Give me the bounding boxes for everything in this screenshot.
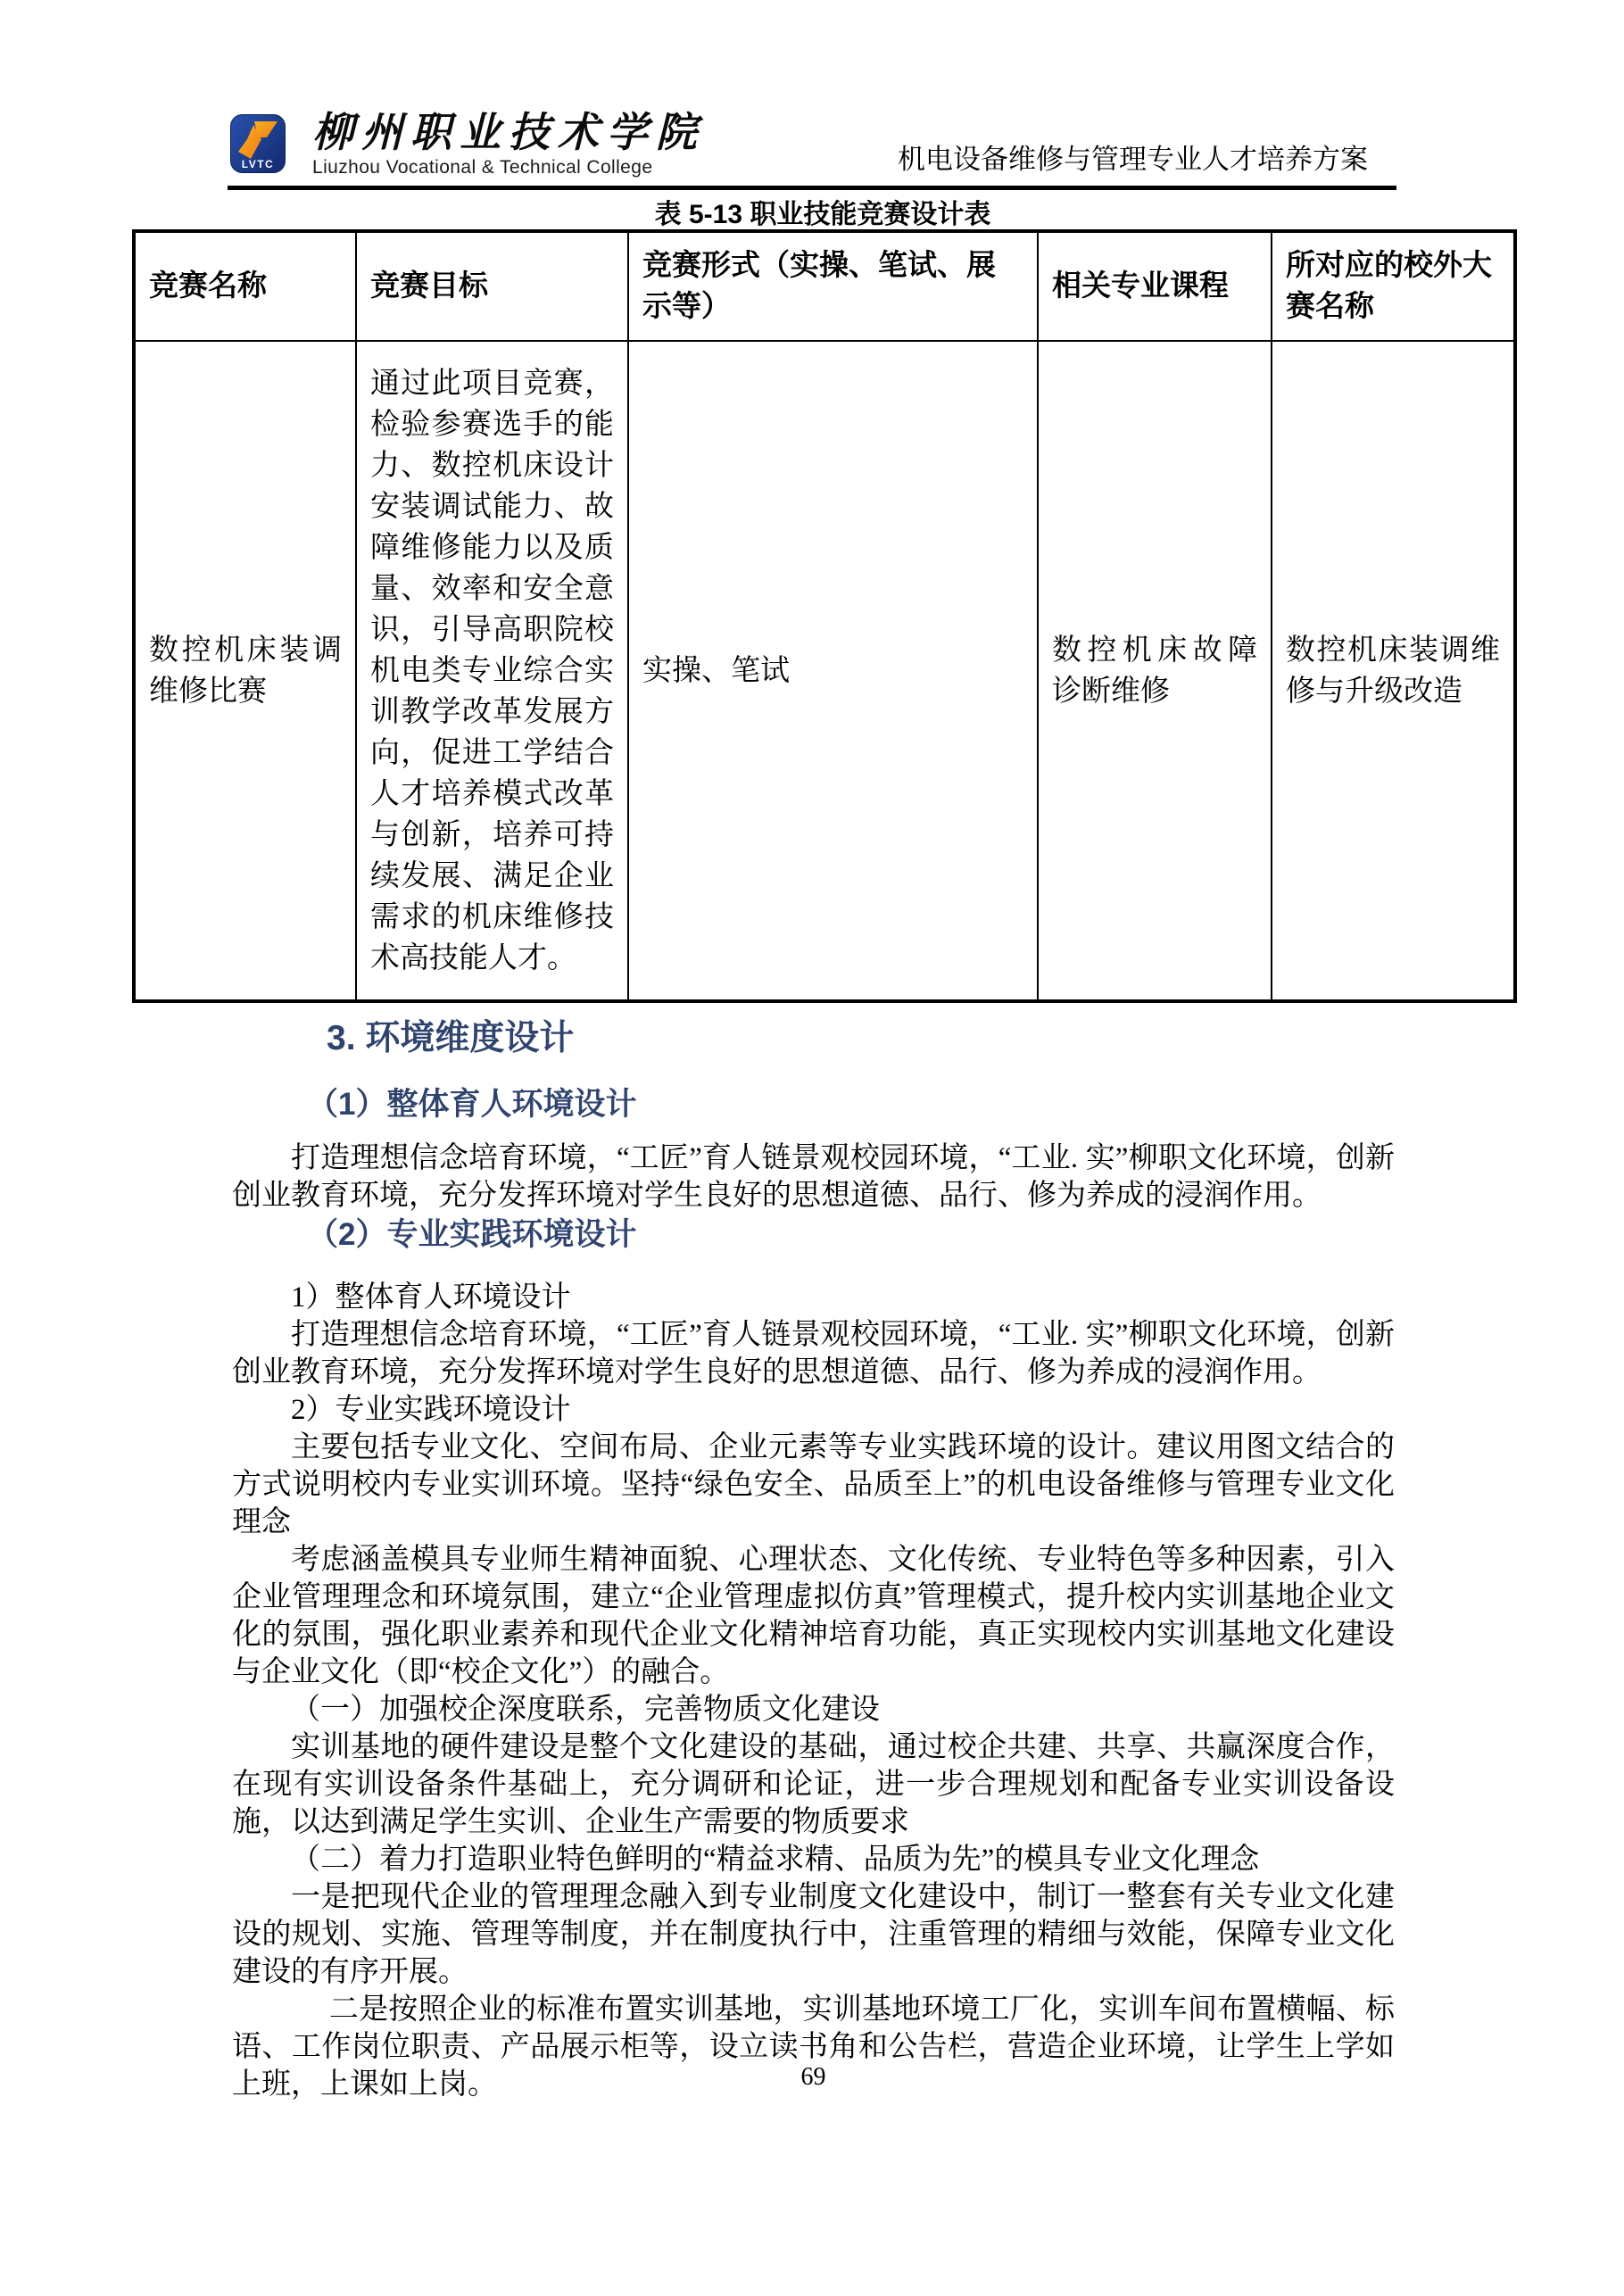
paragraph-overall-env: 打造理想信念培育环境，“工匠”育人链景观校园环境，“工业. 实”柳职文化环境，创新创业教育环境，充分发挥环境对学生良好的思想道德、品行、修为养成的浸润作用。 — [232, 1142, 1395, 1212]
section-heading-environment-design: 3. 环境维度设计 — [327, 1019, 575, 1057]
page-footer — [232, 2063, 1395, 2092]
paragraph-sub2-consider: 考虑涵盖模具专业师生精神面貌、心理状态、文化传统、专业特色等多种因素，引入企业管理理念和环境氛围，建立“企业管理虚拟仿真”管理模式，提升校内实训基地企业文化的氛围，强化职业素养和现代企业文化精神培育功能，真正实现校内实训基地文化建设与企业文化（即“校企文化”）的融合。 — [232, 1544, 1395, 1688]
col-header-competition-name: 竞赛名称 — [134, 231, 356, 341]
col-header-competition-goal: 竞赛目标 — [356, 231, 628, 341]
skills-competition-table — [132, 229, 1517, 1003]
paragraph-sub1: 打造理想信念培育环境，“工匠”育人链景观校园环境，“工业. 实”柳职文化环境，创新创业教育环境，充分发挥环境对学生良好的思想道德、品行、修为养成的浸润作用。 — [232, 1319, 1395, 1388]
table-header-row — [134, 231, 1515, 341]
logo-lvtc-text: LVTC — [241, 158, 275, 170]
subheading-overall-education-env: （1）整体育人环境设计 — [307, 1087, 637, 1122]
body-text — [232, 1017, 1395, 2103]
sub2-title-line: 2）专业实践环境设计 — [291, 1394, 571, 1426]
school-logo-icon — [230, 114, 286, 173]
col-header-competition-form: 竞赛形式（实操、笔试、展示等） — [628, 231, 1038, 341]
cell-competition-name: 数控机床装调维修比赛 — [134, 341, 356, 1001]
table-row — [134, 341, 1515, 1001]
col-header-external-contest: 所对应的校外大赛名称 — [1272, 231, 1515, 341]
item2-title-line: （二）着力打造职业特色鲜明的“精益求精、品质为先”的模具专业文化理念 — [291, 1844, 1260, 1876]
school-name-english: Liuzhou Vocational & Technical College — [312, 157, 653, 178]
school-name-block — [312, 111, 705, 178]
cell-competition-goal: 通过此项目竞赛，检验参赛选手的能力、数控机床设计安装调试能力、故障维修能力以及质量、效率和安全意识，引导高职院校机电类专业综合实训教学改革发展方向，促进工学结合人才培养模式改革与创新，培养可持续发展、满足企业需求的机床维修技术高技能人才。 — [356, 341, 628, 1001]
page-number: 69 — [800, 2063, 826, 2091]
cell-competition-form: 实操、笔试 — [628, 341, 1038, 1001]
page-header — [0, 0, 1624, 191]
paragraph-sub2-intro: 主要包括专业文化、空间布局、企业元素等专业实践环境的设计。建议用图文结合的方式说明校内专业实训环境。坚持“绿色安全、品质至上”的机电设备维修与管理专业文化理念 — [232, 1431, 1395, 1538]
document-title: 机电设备维修与管理专业人才培养方案 — [898, 144, 1368, 175]
header-rule — [228, 186, 1396, 190]
paragraph-item2-second: 二是按照企业的标准布置实训基地，实训基地环境工厂化，实训车间布置横幅、标语、工作岗位职责、产品展示柜等，设立读书角和公告栏，营造企业环境，让学生上学如上班，上课如上岗。 — [232, 1993, 1395, 2101]
col-header-related-courses: 相关专业课程 — [1038, 231, 1272, 341]
cell-external-contest: 数控机床装调维修与升级改造 — [1272, 341, 1515, 1001]
cell-related-courses: 数控机床故障诊断维修 — [1038, 341, 1272, 1001]
paragraph-item1: 实训基地的硬件建设是整个文化建设的基础，通过校企共建、共享、共赢深度合作，在现有实训设备条件基础上，充分调研和论证，进一步合理规划和配备专业实训设备设施，以达到满足学生实训、企业生产需要的物质要求 — [232, 1731, 1395, 1838]
school-name-chinese: 柳州职业技术学院 — [312, 110, 705, 155]
paragraph-item2-first: 一是把现代企业的管理理念融入到专业制度文化建设中，制订一整套有关专业文化建设的规划、实施、管理等制度，并在制度执行中，注重管理的精细与效能，保障专业文化建设的有序开展。 — [232, 1881, 1395, 1988]
sub1-title-line: 1）整体育人环境设计 — [291, 1281, 571, 1314]
table-caption: 表 5-13 职业技能竞赛设计表 — [654, 200, 991, 229]
item1-title-line: （一）加强校企深度联系，完善物质文化建设 — [291, 1694, 880, 1726]
subheading-professional-practice-env: （2）专业实践环境设计 — [307, 1217, 637, 1252]
